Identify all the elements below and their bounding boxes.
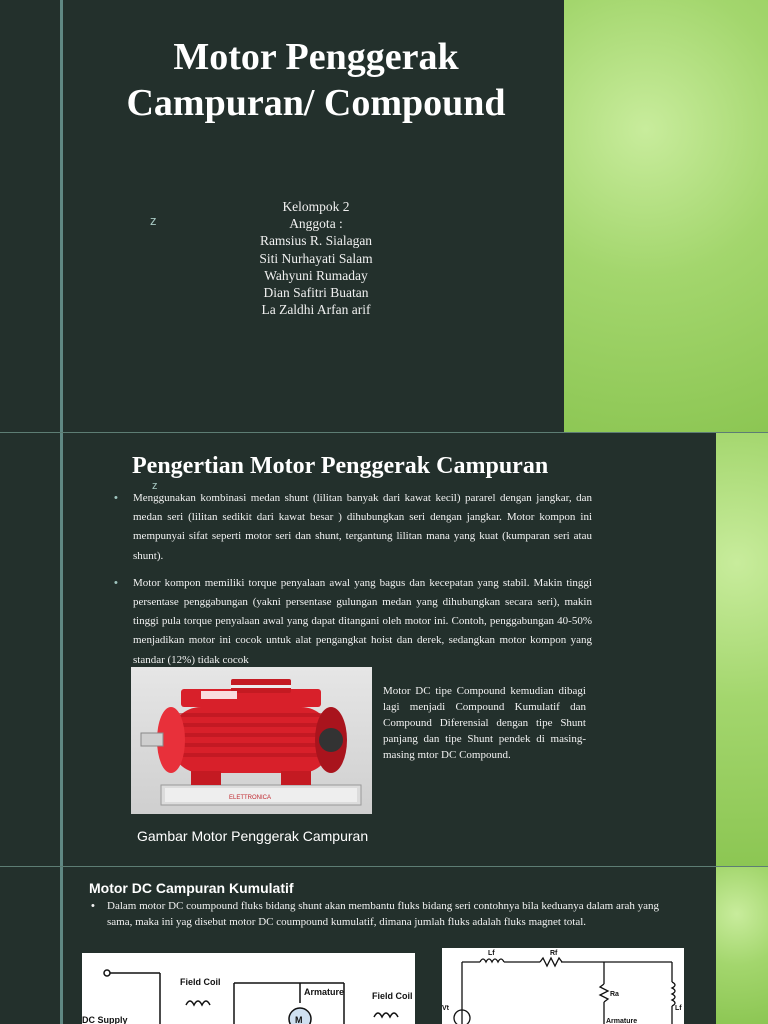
bullet-text: Menggunakan kombinasi medan shunt (lilitan banyak dari kawat kecil) pararel dengan jangkar, dan medan seri (lilitan sedikit dari kawat besar ) dihubungkan seri dengan jangkar. Motor kompon ini mempunyai sifat seperti motor seri dan shunt, tergantung lilitan mana yang kuat (kumparan seri atau shunt). — [133, 492, 592, 562]
member-name: Ramsius R. Sialagan — [259, 233, 373, 249]
member-name: La Zaldhi Arfan arif — [261, 302, 371, 318]
bullet-text: Dalam motor DC coumpound fluks bidang shunt akan membantu fluks bidang seri contohnya bila keduanya dalam arah yang sama, maka ini yag disebut motor DC coumpound kumulatif, dimana jumlah fluks adalah fluks magnet total. — [107, 900, 660, 928]
red-motor-illustration — [131, 667, 372, 814]
members-heading: Anggota : — [289, 216, 343, 232]
motor-symbol-label: M — [295, 1015, 303, 1024]
slide-accent-line — [60, 0, 63, 432]
slide-green-background — [716, 867, 768, 1024]
bullet-list — [112, 489, 592, 678]
presentation-title: Motor Penggerak Campuran/ Compound — [126, 36, 506, 124]
group-members — [166, 198, 466, 318]
slide-accent-line — [60, 433, 63, 866]
bullet-item — [112, 489, 592, 566]
member-name: Siti Nurhayati Salam — [259, 250, 373, 266]
slide-green-background — [716, 433, 768, 866]
slide-heading: Pengertian Motor Penggerak Campuran — [132, 453, 549, 479]
ra-label: Ra — [610, 991, 619, 998]
circuit-diagram-left — [82, 953, 415, 1024]
bullet-icon: • — [114, 492, 118, 504]
lf-label: Lf — [488, 950, 495, 957]
photo-caption: Gambar Motor Penggerak Campuran — [137, 828, 369, 844]
member-name: Wahyuni Rumaday — [264, 267, 368, 283]
z-mark: z — [152, 480, 158, 492]
compound-types-text: Motor DC tipe Compound kemudian dibagi lagi menjadi Compound Kumulatif dan Compound Diferensial dengan tipe Shunt panjang dan tipe Shunt pendek di masing-masing mtor DC Compound. — [383, 685, 586, 761]
slide-cumulative — [0, 866, 768, 1024]
bullet-item — [112, 574, 592, 670]
compound-motor-schematic — [82, 953, 415, 1024]
field-coil-label: Field Coil — [180, 977, 221, 987]
bullet-item — [91, 899, 671, 930]
bullet-icon: • — [91, 900, 95, 912]
lf-label-2: Lf — [675, 1005, 682, 1012]
bullet-text: Motor kompon memiliki torque penyalaan awal yang bagus dan kecepatan yang stabil. Makin tinggi persentase penggabungan (yakni persentase gulungan medan yang dihubungkan secara seri), makin tinggi pula torque penyalaan awal yang dapat ditangani oleh motor ini. Contoh, penggabungan 40-50% menjadikan motor ini cocok untuk alat pengangkat hoist dan derek, sedangkan motor kompon yang standar (12%) tidak cocok — [133, 576, 592, 666]
dc-supply-label: DC Supply — [82, 1015, 128, 1024]
slide-title — [0, 0, 768, 432]
armature-label: Armature — [606, 1018, 638, 1024]
vt-label: Vt — [442, 1005, 449, 1012]
rf-label: Rf — [550, 950, 558, 957]
circuit-diagram-right — [442, 948, 684, 1024]
bullet-icon: • — [114, 576, 118, 589]
member-name: Dian Safitri Buatan — [263, 285, 369, 301]
field-coil-label: Field Coil — [372, 991, 413, 1001]
motor-photo — [131, 667, 372, 814]
photo-brand-text: ELETTRONICA — [229, 795, 272, 801]
group-name: Kelompok 2 — [282, 199, 350, 214]
slide-definition — [0, 432, 768, 866]
slide-accent-line — [60, 867, 63, 1024]
armature-label: Armature — [304, 987, 345, 997]
slide-green-background — [564, 0, 768, 432]
z-mark: z — [150, 213, 157, 228]
slide-heading: Motor DC Campuran Kumulatif — [89, 880, 294, 896]
compound-equivalent-circuit — [442, 948, 684, 1024]
